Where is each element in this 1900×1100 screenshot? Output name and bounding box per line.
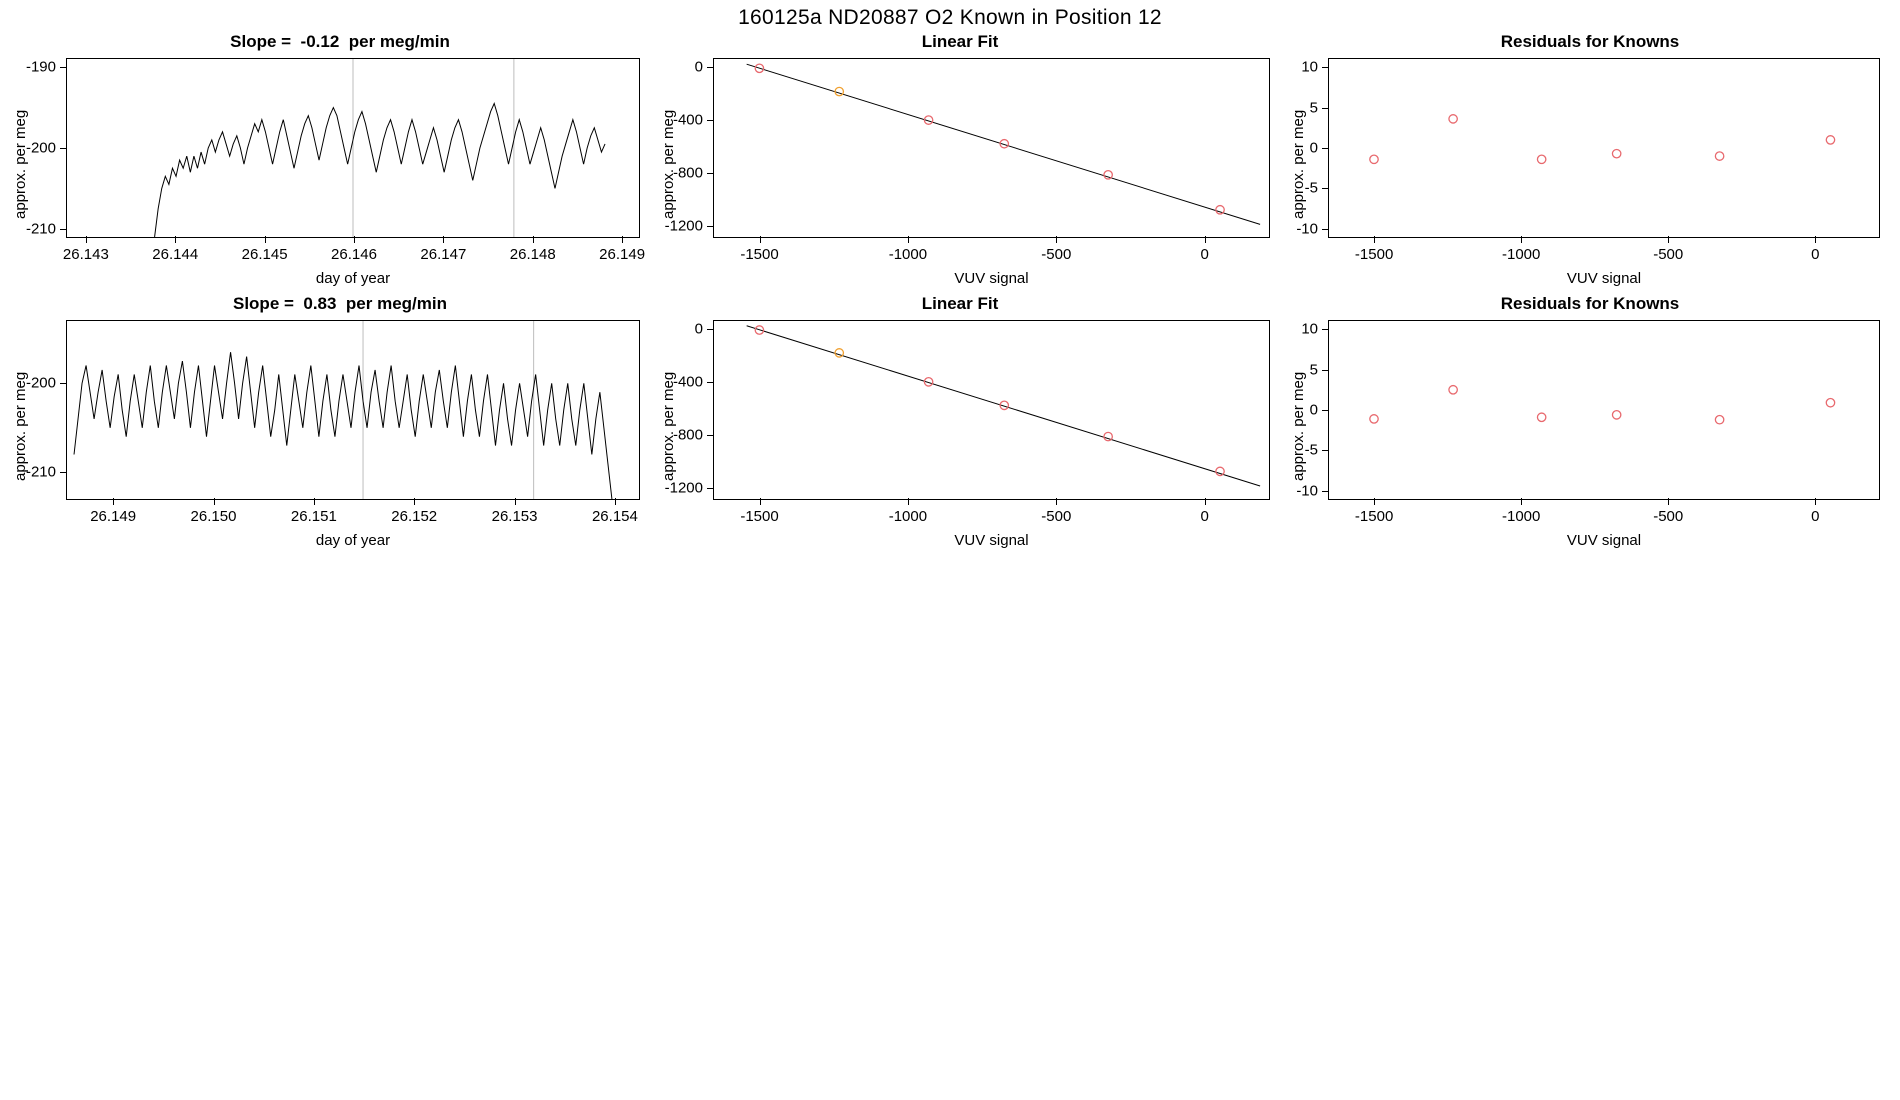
x-tick-label: 26.146 (331, 246, 377, 263)
y-tick-label: 0 (694, 58, 703, 76)
y-tick-label: -210 (25, 463, 56, 481)
y-axis-label: approx. per meg (12, 109, 29, 219)
y-tick-label: -210 (25, 220, 56, 238)
y-tick-label: -190 (25, 58, 56, 76)
y-tick-label: -1200 (664, 479, 703, 497)
y-tickmark (707, 382, 714, 383)
y-tickmark (707, 173, 714, 174)
x-tick-label: 26.151 (290, 508, 337, 525)
x-tickmark (1668, 498, 1669, 505)
residuals-svg-bottom-right (1329, 321, 1879, 499)
y-tick-label: -10 (1296, 482, 1318, 500)
y-tick-label: -800 (672, 426, 703, 444)
y-tick-label: 0 (1309, 401, 1318, 419)
x-tick-label: -500 (1041, 246, 1072, 263)
x-tickmark (1374, 498, 1375, 505)
x-tick-label: -1000 (888, 508, 928, 525)
y-tick-label: -1200 (664, 217, 703, 235)
y-tick-label: -400 (672, 111, 703, 129)
y-tick-label: 5 (1309, 361, 1318, 379)
slope-label-prefix: Slope = (232, 294, 294, 313)
y-tick-label: -200 (25, 139, 56, 157)
x-axis-label: VUV signal (1566, 270, 1642, 287)
x-tick-label: 0 (1200, 246, 1209, 263)
x-tickmark (1815, 498, 1816, 505)
x-tick-label: 26.152 (391, 508, 438, 525)
x-tick-label: -500 (1653, 246, 1684, 263)
y-tickmark (1322, 450, 1329, 451)
x-tick-label: 26.148 (509, 246, 556, 263)
x-tick-label: -1500 (1354, 508, 1394, 525)
y-tickmark (1322, 410, 1329, 411)
y-tickmark (1322, 329, 1329, 330)
x-axis-label: day of year (315, 532, 391, 549)
y-tick-label: 0 (694, 320, 703, 338)
page-title: 160125a ND20887 O2 Known in Position 12 (738, 6, 1162, 29)
y-tick-label: 10 (1301, 58, 1318, 76)
x-tickmark (1668, 236, 1669, 243)
x-tick-label: 26.153 (491, 508, 538, 525)
x-tick-label: 26.145 (241, 246, 288, 263)
x-tick-label: -1000 (888, 246, 928, 263)
x-tick-label: 26.150 (190, 508, 237, 525)
y-tick-label: 5 (1309, 99, 1318, 117)
y-tickmark (1322, 67, 1329, 68)
panel-title-bottom-middle: Linear Fit (921, 294, 999, 313)
x-tickmark (1374, 236, 1375, 243)
y-tick-label: -400 (672, 373, 703, 391)
y-tickmark (1322, 108, 1329, 109)
x-tickmark (1521, 498, 1522, 505)
x-tick-label: 26.149 (90, 508, 137, 525)
x-tick-label: 0 (1811, 246, 1820, 263)
y-axis-label: approx. per meg (1290, 371, 1307, 481)
x-axis-label: day of year (315, 270, 391, 287)
x-tick-label: 0 (1811, 508, 1820, 525)
plot-area-bottom-right (1328, 320, 1880, 500)
y-tick-label: 10 (1301, 320, 1318, 338)
x-tick-label: 26.149 (599, 246, 646, 263)
x-tickmark (1521, 236, 1522, 243)
y-tickmark (60, 472, 67, 473)
x-tick-label: -1000 (1501, 246, 1541, 263)
y-tickmark (1322, 491, 1329, 492)
y-tickmark (1322, 148, 1329, 149)
x-tick-label: 26.144 (152, 246, 199, 263)
y-tick-label: -800 (672, 164, 703, 182)
x-axis-label: VUV signal (1566, 532, 1642, 549)
x-tick-label: -1500 (740, 246, 779, 263)
y-tick-label: -5 (1304, 179, 1318, 197)
x-tick-label: -1500 (740, 508, 779, 525)
y-tickmark (1322, 370, 1329, 371)
y-tickmark (1322, 229, 1329, 230)
panel-title-bottom-right: Residuals for Knowns (1500, 294, 1680, 313)
panel-title-top-middle: Linear Fit (921, 32, 999, 51)
slope-label-suffix: per meg/min (348, 32, 450, 51)
x-tick-label: -1000 (1501, 508, 1541, 525)
x-tick-label: -500 (1653, 508, 1684, 525)
slope-value: 0.83 (303, 294, 337, 313)
panel-title-bottom-left (40, 294, 640, 314)
y-tickmark (1322, 188, 1329, 189)
slope-label-prefix: Slope = (230, 32, 292, 51)
y-axis-label: approx. per meg (1290, 109, 1307, 219)
y-tick-label: -10 (1296, 220, 1318, 238)
y-tick-label: 0 (1309, 139, 1318, 157)
y-axis-label: approx. per meg (660, 109, 677, 219)
x-axis-label: VUV signal (954, 532, 1029, 549)
y-tickmark (707, 120, 714, 121)
panel-title-top-right: Residuals for Knowns (1500, 32, 1680, 51)
residuals-svg-top-right (1329, 59, 1879, 237)
panel-bottom-right-residuals (1280, 294, 1900, 500)
plot-area-top-right (1328, 58, 1880, 238)
y-axis-label: approx. per meg (660, 371, 677, 481)
x-tick-label: -500 (1041, 508, 1072, 525)
y-tickmark (707, 435, 714, 436)
x-tickmark (1815, 236, 1816, 243)
y-tick-label: -5 (1304, 441, 1318, 459)
y-axis-label: approx. per meg (12, 371, 29, 481)
x-axis-label: VUV signal (954, 270, 1029, 287)
panel-title-top-left (40, 32, 640, 52)
slope-label-suffix: per meg/min (345, 294, 448, 313)
x-tick-label: 26.143 (62, 246, 109, 263)
slope-value: -0.12 (300, 32, 340, 51)
x-tick-label: 0 (1200, 508, 1209, 525)
x-tick-label: -1500 (1354, 246, 1394, 263)
x-tick-label: 26.147 (420, 246, 467, 263)
x-tick-label: 26.154 (591, 508, 638, 525)
y-tick-label: -200 (25, 374, 56, 392)
panel-top-right-residuals (1280, 32, 1900, 238)
